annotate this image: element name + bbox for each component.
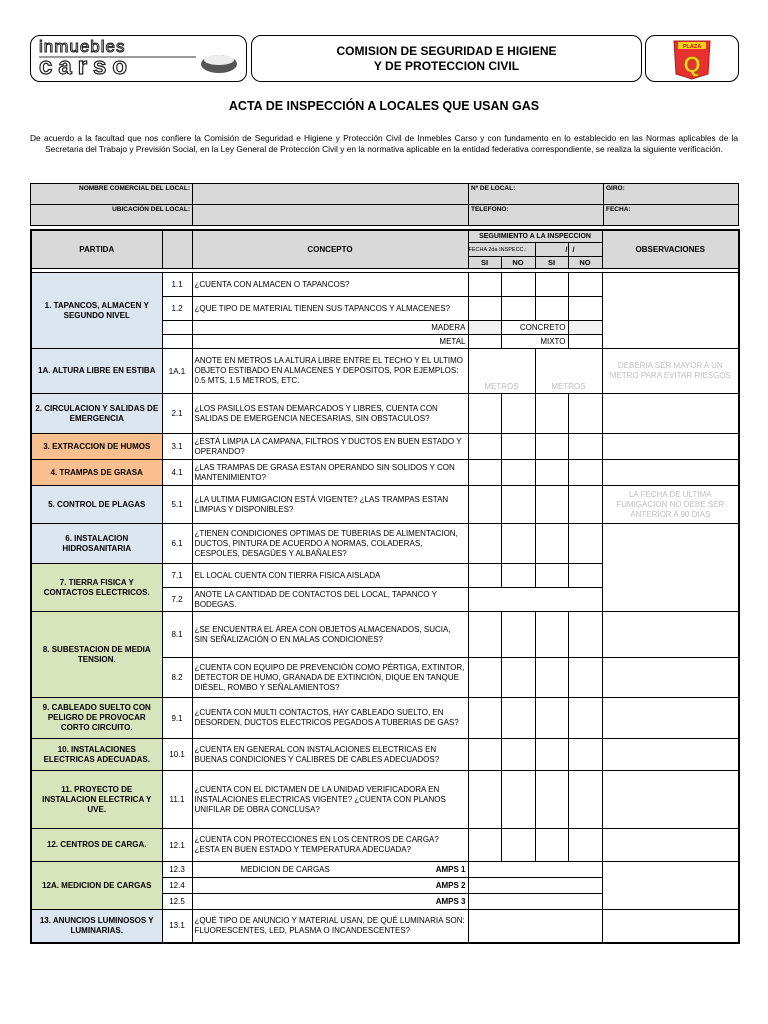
check-no-1[interactable] <box>501 829 535 862</box>
concept-text: ¿TIENEN CONDICIONES OPTIMAS DE TUBERIAS DE ALIMENTACION, DUCTOS, PINTURA DE ACUERDO A NORMAS, COLADERAS, CESPOLES, DESAGÜES Y ALBAÑALES? <box>192 524 468 564</box>
check-si-1[interactable] <box>468 829 501 862</box>
row-number: 8.2 <box>162 658 192 698</box>
observaciones-header: OBSERVACIONES <box>602 230 739 269</box>
observation-cell[interactable] <box>602 739 739 771</box>
row-number: 11.1 <box>162 771 192 829</box>
section-8-label: 8. SUBESTACION DE MEDIA TENSION. <box>31 612 162 698</box>
check-si-2[interactable] <box>535 524 568 564</box>
amps1-field[interactable] <box>468 862 602 878</box>
concept-text: ¿CUENTA CON PROTECCIONES EN LOS CENTROS DE CARGA? ¿ESTA EN BUEN ESTADO Y TEMPERATURA ADECUADA? <box>192 829 468 862</box>
observation-cell[interactable] <box>602 460 739 486</box>
row-number: 1.1 <box>162 273 192 297</box>
check-si-2[interactable] <box>535 273 568 297</box>
section-1-label: 1. TAPANCOS, ALMACEN Y SEGUNDO NIVEL <box>31 273 162 349</box>
check-si-2[interactable] <box>535 698 568 739</box>
check-no-1[interactable] <box>501 486 535 524</box>
observation-cell[interactable] <box>602 524 739 612</box>
local-info-table <box>30 183 739 226</box>
row-number: 7.2 <box>162 588 192 612</box>
observation-cell[interactable] <box>602 862 739 910</box>
row-number: 6.1 <box>162 524 192 564</box>
concept-text: ¿QUE TIPO DE MATERIAL TIENEN SUS TAPANCOS Y ALMACENES? <box>192 297 468 321</box>
check-no-1[interactable] <box>501 524 535 564</box>
row-number: 13.1 <box>162 910 192 943</box>
observation-cell[interactable] <box>602 910 739 943</box>
plaza-q-logo <box>646 36 738 81</box>
check-si-1[interactable] <box>468 524 501 564</box>
observation-cell[interactable] <box>602 434 739 460</box>
check-no-1[interactable] <box>501 612 535 658</box>
check-no-1[interactable] <box>501 394 535 434</box>
observation-hint: LA FECHA DE ULTIMA FUMIGACION NO DEBE SER ANTERIOR A 90 DIAS <box>602 486 739 524</box>
check-si-2[interactable] <box>535 829 568 862</box>
section-11-label: 11. PROYECTO DE INSTALACION ELECTRICA Y UVE. <box>31 771 162 829</box>
check-si-2[interactable] <box>535 739 568 771</box>
observation-cell[interactable] <box>602 771 739 829</box>
contactos-count-field[interactable] <box>468 588 602 612</box>
row-number: 12.1 <box>162 829 192 862</box>
row-number: 10.1 <box>162 739 192 771</box>
medicion-label: MEDICION DE CARGAS <box>240 865 330 874</box>
madera-check[interactable] <box>468 321 501 335</box>
ubicacion-field[interactable] <box>193 205 469 226</box>
check-si-2[interactable] <box>535 564 568 588</box>
check-si-2[interactable] <box>535 658 568 698</box>
check-no-1[interactable] <box>501 739 535 771</box>
local-label[interactable]: Nº DE LOCAL: <box>469 184 604 205</box>
check-si-2[interactable] <box>535 612 568 658</box>
metal-check[interactable] <box>468 335 501 349</box>
concept-text: ¿ESTÁ LIMPIA LA CAMPANA, FILTROS Y DUCTOS EN BUEN ESTADO Y OPERANDO? <box>192 434 468 460</box>
si-header-2: SI <box>535 257 568 269</box>
check-no-2[interactable] <box>568 524 602 564</box>
check-si-2[interactable] <box>535 771 568 829</box>
fecha-2da-slash2[interactable]: / <box>568 243 602 257</box>
madera-label: MADERA <box>192 321 468 335</box>
section-6-label: 6. INSTALACION HIDROSANITARIA <box>31 524 162 564</box>
row-number: 12.4 <box>162 878 192 894</box>
metal-label: METAL <box>192 335 468 349</box>
section-12a-label: 12A. MEDICION DE CARGAS <box>31 862 162 910</box>
check-si-1[interactable] <box>468 297 501 321</box>
check-no-2[interactable] <box>568 698 602 739</box>
check-no-2[interactable] <box>568 739 602 771</box>
commission-line1: COMISION DE SEGURIDAD E HIGIENE <box>336 43 557 58</box>
observation-cell[interactable] <box>602 829 739 862</box>
check-si-1[interactable] <box>468 739 501 771</box>
fecha-2da-label: FECHA 2da INSPECC.: <box>468 243 535 257</box>
check-si-1[interactable] <box>468 612 501 658</box>
nombre-label: NOMBRE COMERCIAL DEL LOCAL: <box>31 184 193 205</box>
concept-text: ¿QUÉ TIPO DE ANUNCIO Y MATERIAL USAN, DE QUÉ LUMINARIA SON: FLUORESCENTES, LED, PLASMA O INCANDESCENTES? <box>192 910 468 943</box>
check-si-1[interactable] <box>468 564 501 588</box>
check-no-1[interactable] <box>501 273 535 297</box>
si-header-1: SI <box>468 257 501 269</box>
check-si-2[interactable] <box>535 297 568 321</box>
logo-top-text: inmuebles <box>39 37 126 56</box>
concept-text: ¿SE ENCUENTRA EL ÁREA CON OBJETOS ALMACENADOS, SUCIA, SIN SEÑALIZACIÓN O EN MALAS CONDICIONES? <box>192 612 468 658</box>
metros-input-1[interactable]: METROS <box>468 349 535 394</box>
section-3-label: 3. EXTRACCION DE HUMOS <box>31 434 162 460</box>
number-header <box>162 230 192 269</box>
check-si-2[interactable] <box>535 486 568 524</box>
concept-text: ANOTE LA CANTIDAD DE CONTACTOS DEL LOCAL, TAPANCO Y BODEGAS. <box>192 588 468 612</box>
partida-header: PARTIDA <box>31 230 162 269</box>
plaza-q-letter: Q <box>683 52 701 77</box>
check-no-2[interactable] <box>568 460 602 486</box>
amps1-row <box>192 862 468 878</box>
inmuebles-carso-logo <box>30 35 247 82</box>
check-no-2[interactable] <box>568 658 602 698</box>
concept-text: ¿LAS TRAMPAS DE GRASA ESTAN OPERANDO SIN SOLIDOS Y CON MANTENIMIENTO? <box>192 460 468 486</box>
logo-bottom-text: carso <box>39 53 134 80</box>
section-9-label: 9. CABLEADO SUELTO CON PELIGRO DE PROVOCAR CORTO CIRCUITO. <box>31 698 162 739</box>
check-si-1[interactable] <box>468 273 501 297</box>
commission-line2: Y DE PROTECCION CIVIL <box>373 58 520 73</box>
concept-text: ¿CUENTA CON ALMACEN O TAPANCOS? <box>192 273 468 297</box>
logo-graphic <box>31 36 246 81</box>
concept-text: ¿CUENTA CON EL DICTAMEN DE LA UNIDAD VERIFICADORA EN INSTALACIONES ELECTRICAS VIGENTE? ¿CUENTA CON PLANOS UNIFILAR DE OBRA CONCLUSA? <box>192 771 468 829</box>
telefono-label[interactable]: TELEFONO: <box>469 205 604 226</box>
commission-title-box <box>251 35 642 82</box>
no-header-1: NO <box>501 257 535 269</box>
check-si-1[interactable] <box>468 434 501 460</box>
row-number: 1.2 <box>162 297 192 321</box>
fecha-2da-slash1[interactable]: / <box>535 243 568 257</box>
check-no-1[interactable] <box>501 698 535 739</box>
concept-text: ANOTE EN METROS LA ALTURA LIBRE ENTRE EL TECHO Y EL ULTIMO OBJETO ESTIBADO EN ALMACENES Y DEPOSITOS, POR EJEMPLOS: 0.5 MTS, 1.5 METROS, ETC. <box>192 349 468 394</box>
section-2-label: 2. CIRCULACION Y SALIDAS DE EMERGENCIA <box>31 394 162 434</box>
plaza-q-logo-box <box>645 35 739 82</box>
check-no-1[interactable] <box>501 771 535 829</box>
row-number: 12.5 <box>162 894 192 910</box>
section-1a-label: 1A. ALTURA LIBRE EN ESTIBA <box>31 349 162 394</box>
concept-text: ¿CUENTA CON MULTI CONTACTOS, HAY CABLEADO SUELTO, EN DESORDEN, DUCTOS ELECTRICOS PEGADOS A TUBERIAS DE GAS? <box>192 698 468 739</box>
check-si-1[interactable] <box>468 486 501 524</box>
section-12-label: 12. CENTROS DE CARGA. <box>31 829 162 862</box>
seguimiento-header: SEGUIMIENTO A LA INSPECCION <box>468 230 602 243</box>
concreto-label: CONCRETO <box>501 321 568 335</box>
check-si-1[interactable] <box>468 658 501 698</box>
row-number: 9.1 <box>162 698 192 739</box>
amps2-field[interactable] <box>468 878 602 894</box>
check-no-1[interactable] <box>501 564 535 588</box>
row-number: 4.1 <box>162 460 192 486</box>
check-no-2[interactable] <box>568 564 602 588</box>
concepto-header: CONCEPTO <box>192 230 468 269</box>
check-si-2[interactable] <box>535 460 568 486</box>
amps3-label: AMPS 3 <box>192 894 468 910</box>
concept-text: ¿CUENTA EN GENERAL CON INSTALACIONES ELECTRICAS EN BUENAS CONDICIONES Y CALIBRES DE CABLES ADECUADOS? <box>192 739 468 771</box>
check-no-2[interactable] <box>568 486 602 524</box>
check-no-2[interactable] <box>568 273 602 297</box>
check-si-1[interactable] <box>468 771 501 829</box>
plaza-small-text: PLAZA <box>682 44 702 50</box>
amps3-field[interactable] <box>468 894 602 910</box>
check-no-2[interactable] <box>568 297 602 321</box>
check-no-2[interactable] <box>568 829 602 862</box>
observation-hint: DEBERIA SER MAYOR A UN METRO PARA EVITAR RIESGOS <box>602 349 739 394</box>
observation-cell[interactable] <box>602 273 739 349</box>
intro-paragraph: De acuerdo a la facultad que nos confiere la Comisión de Seguridad e Higiene y Protección Civil de Inmebles Carso y con fundamento en lo establecido en las Normas aplicables de la Secretaria del Trabajo y Previsión Social, en la Ley General de Protección Civil y en la normativa aplicable en la entidad federativa correspondiente, se realiza la siguiente verificación. <box>30 133 738 154</box>
no-header-2: NO <box>568 257 602 269</box>
metros-input-2[interactable]: METROS <box>535 349 602 394</box>
observation-cell[interactable] <box>602 394 739 434</box>
concept-text: ¿CUENTA CON EQUIPO DE PREVENCIÓN COMO PÉRTIGA, EXTINTOR, DETECTOR DE HUMO, GRANADA DE EXTINCIÓN, DIQUE EN TANQUE DIÉSEL, ROMBO Y SEÑALAMIENTOS? <box>192 658 468 698</box>
row-number: 1A.1 <box>162 349 192 394</box>
mixto-label: MIXTO <box>501 335 568 349</box>
amps1-label: AMPS 1 <box>435 865 466 874</box>
check-no-2[interactable] <box>568 612 602 658</box>
check-no-2[interactable] <box>568 434 602 460</box>
concept-text: EL LOCAL CUENTA CON TIERRA FISICA AISLADA <box>192 564 468 588</box>
section-4-label: 4. TRAMPAS DE GRASA <box>31 460 162 486</box>
check-si-2[interactable] <box>535 394 568 434</box>
row-number: 5.1 <box>162 486 192 524</box>
concreto-check[interactable] <box>568 321 602 335</box>
row-number: 12.3 <box>162 862 192 878</box>
nombre-field[interactable] <box>193 184 469 205</box>
row-number: 2.1 <box>162 394 192 434</box>
check-si-1[interactable] <box>468 698 501 739</box>
check-si-1[interactable] <box>468 394 501 434</box>
section-7-label: 7. TIERRA FISICA Y CONTACTOS ELECTRICOS. <box>31 564 162 612</box>
row-number: 8.1 <box>162 612 192 658</box>
observation-cell[interactable] <box>602 612 739 658</box>
anuncio-type-field[interactable] <box>468 910 602 943</box>
check-no-1[interactable] <box>501 297 535 321</box>
check-no-1[interactable] <box>501 460 535 486</box>
ubicacion-label: UBICACIÓN DEL LOCAL: <box>31 205 193 226</box>
row-number: 7.1 <box>162 564 192 588</box>
concept-text: ¿LA ULTIMA FUMIGACION ESTÁ VIGENTE? ¿LAS TRAMPAS ESTAN LIMPIAS Y DISPONIBLES? <box>192 486 468 524</box>
observation-cell[interactable] <box>602 698 739 739</box>
document-title: ACTA DE INSPECCIÓN A LOCALES QUE USAN GAS <box>228 99 540 113</box>
check-no-1[interactable] <box>501 658 535 698</box>
check-no-2[interactable] <box>568 771 602 829</box>
check-si-1[interactable] <box>468 460 501 486</box>
check-no-1[interactable] <box>501 434 535 460</box>
section-10-label: 10. INSTALACIONES ELECTRICAS ADECUADAS. <box>31 739 162 771</box>
mixto-check[interactable] <box>568 335 602 349</box>
section-5-label: 5. CONTROL DE PLAGAS <box>31 486 162 524</box>
row-number: 3.1 <box>162 434 192 460</box>
fecha-label[interactable]: FECHA: <box>604 205 739 226</box>
check-no-2[interactable] <box>568 394 602 434</box>
section-13-label: 13. ANUNCIOS LUMINOSOS Y LUMINARIAS. <box>31 910 162 943</box>
concept-text: ¿LOS PASILLOS ESTAN DEMARCADOS Y LIBRES, CUENTA CON SALIDAS DE EMERGENCIA NECESARIAS, SIN OBSTACULOS? <box>192 394 468 434</box>
giro-label[interactable]: GIRO: <box>604 184 739 205</box>
amps2-label: AMPS 2 <box>192 878 468 894</box>
observation-cell[interactable] <box>602 658 739 698</box>
check-si-2[interactable] <box>535 434 568 460</box>
inspection-table <box>30 229 740 944</box>
